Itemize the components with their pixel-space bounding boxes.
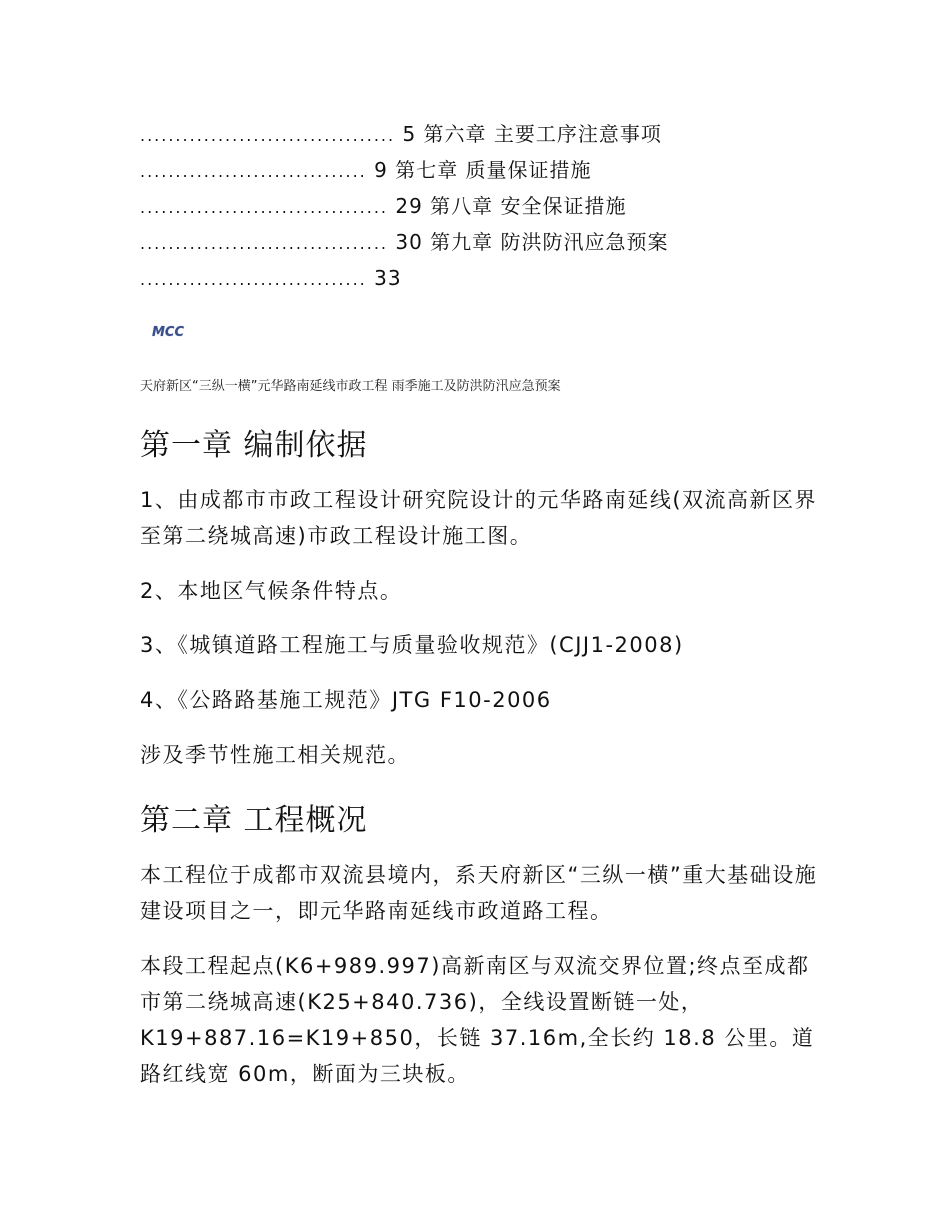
- toc-dots: ................................: [140, 270, 367, 289]
- chapter-2-paragraph: 本段工程起点(K6+989.997)高新南区与双流交界位置;终点至成都市第二绕城高速(K25+840.736)，全线设置断链一处，K19+887.16=K19+850，长链 37.16m,全长约 18.8 公里。道路红线宽 60m，断面为三块板。: [140, 954, 815, 1086]
- toc-dots: ....................................: [140, 126, 396, 145]
- toc-line: [140, 226, 820, 262]
- chapter-1-item: 2、本地区气候条件特点。: [140, 579, 403, 603]
- toc-line: [140, 262, 820, 298]
- toc-dots: ...................................: [140, 198, 389, 217]
- toc-dots: ...................................: [140, 234, 389, 253]
- toc-entry: 9 第七章 质量保证措施: [374, 158, 592, 182]
- chapter-2-title: 第二章 工程概况: [140, 803, 368, 838]
- chapter-1-item: 4、《公路路基施工规范》JTG F10-2006: [140, 688, 552, 712]
- chapter-1-item: 涉及季节性施工相关规范。: [140, 743, 410, 767]
- logo-text: MCC: [151, 324, 185, 340]
- running-header: 天府新区“三纵一横”元华路南延线市政工程 雨季施工及防洪防汛应急预案: [140, 379, 561, 394]
- toc-line: [140, 118, 820, 154]
- toc-line: [140, 154, 820, 190]
- chapter-1-title: 第一章 编制依据: [140, 428, 368, 463]
- toc-dots: ................................: [140, 162, 367, 181]
- toc-entry: 29 第八章 安全保证措施: [395, 194, 627, 218]
- toc-entry: 33: [374, 266, 402, 290]
- mcc-logo: [144, 318, 192, 346]
- toc-entry: 30 第九章 防洪防汛应急预案: [395, 230, 669, 254]
- table-of-contents: [140, 118, 820, 298]
- toc-entry: 5 第六章 主要工序注意事项: [402, 122, 662, 146]
- chapter-1-item: 3、《城镇道路工程施工与质量验收规范》(CJJ1-2008): [140, 633, 684, 657]
- chapter-1-item: 1、由成都市市政工程设计研究院设计的元华路南延线(双流高新区界至第二绕城高速)市政工程设计施工图。: [140, 488, 818, 548]
- chapter-2-paragraph: 本工程位于成都市双流县境内，系天府新区“三纵一横”重大基础设施建设项目之一，即元华路南延线市政道路工程。: [140, 863, 818, 923]
- toc-line: [140, 190, 820, 226]
